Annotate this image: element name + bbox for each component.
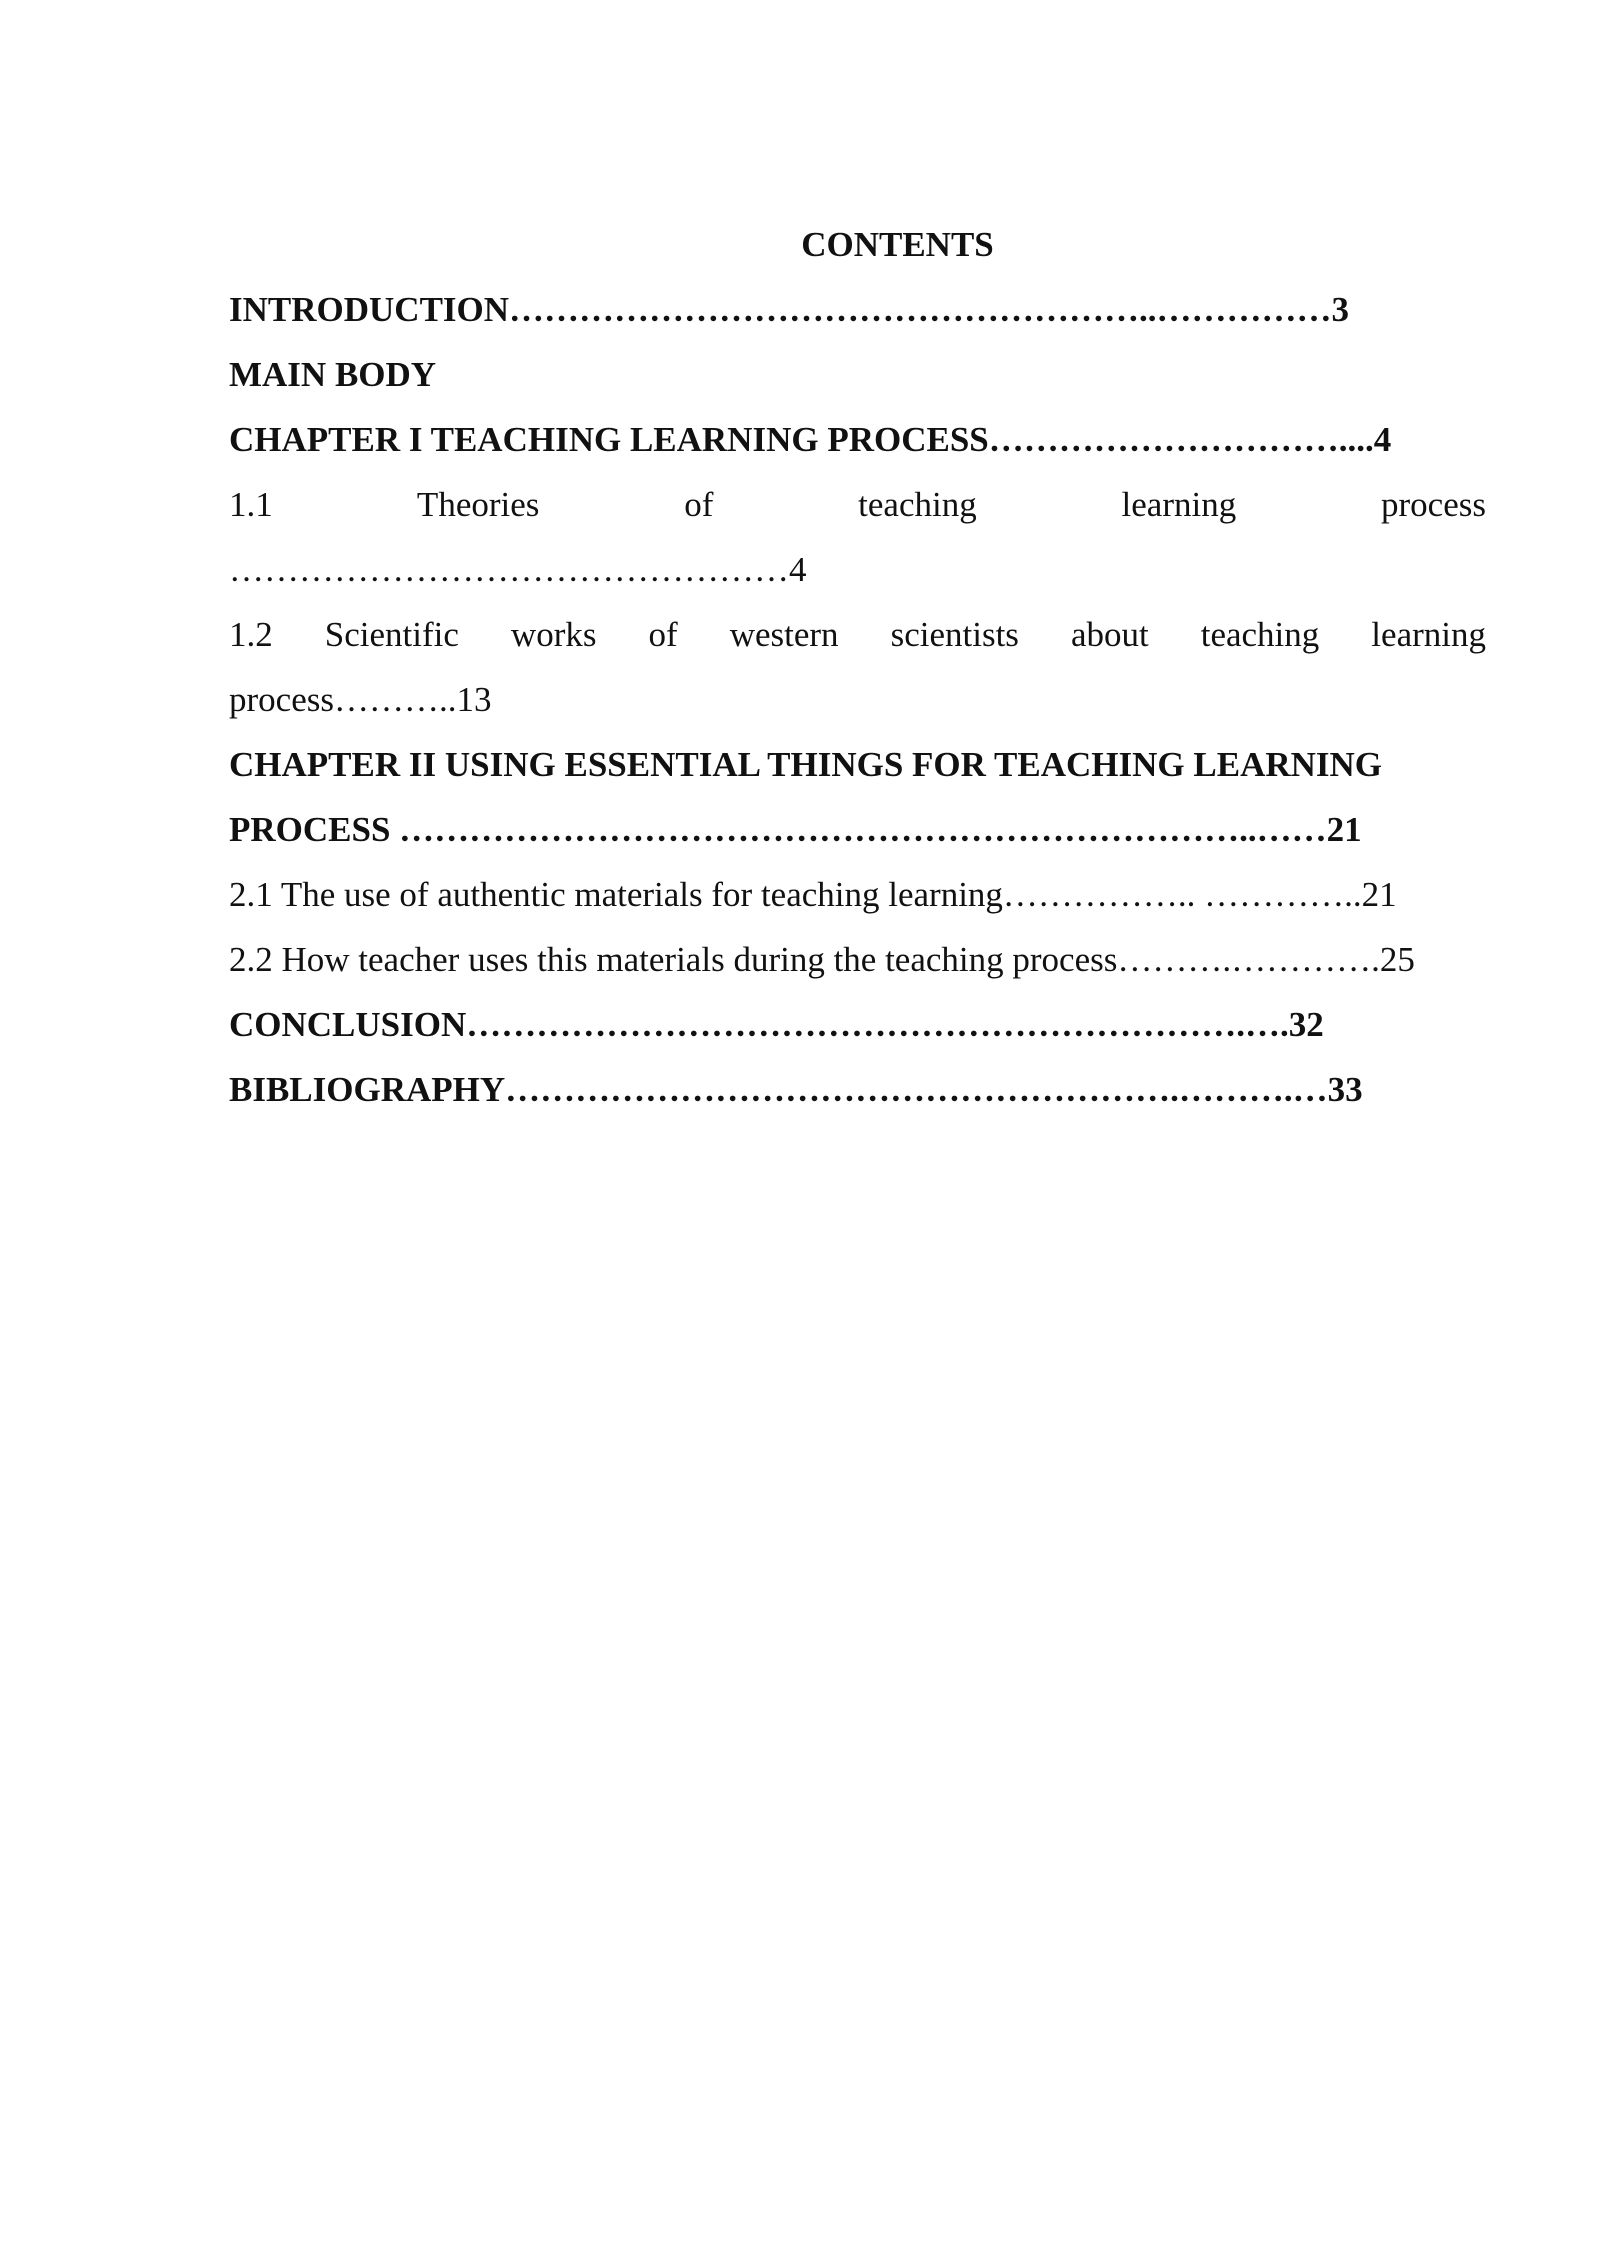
toc-entry-chapter-1: CHAPTER I TEACHING LEARNING PROCESS…………………………....4 [229,420,1392,459]
toc-entry-chapter-2-page: PROCESS ………………………………………………………………..……21 [229,810,1362,849]
contents-title: CONTENTS [801,225,994,264]
toc-entry-section-1-1: 1.1 Theories of teaching learning process [229,485,1486,524]
toc-entry-bibliography: BIBLIOGRAPHY………………………………………………….……….…33 [229,1070,1363,1109]
toc-entry-section-1-2: 1.2 Scientific works of western scientists about teaching learning [229,615,1486,654]
toc-entry-section-1-2-page: process………..13 [229,680,492,719]
toc-entry-section-1-1-page: …………………………………………4 [229,550,807,589]
toc-heading-main-body: MAIN BODY [229,355,437,394]
toc-entry-chapter-2: CHAPTER II USING ESSENTIAL THINGS FOR TEACHING LEARNING [229,745,1383,784]
toc-entry-section-2-1: 2.1 The use of authentic materials for teaching learning…………….. …………..21 [229,875,1397,914]
toc-entry-section-2-2: 2.2 How teacher uses this materials during the teaching process……….………….25 [229,940,1415,979]
toc-entry-introduction: INTRODUCTION………………………………………………..……………3 [229,290,1350,329]
toc-entry-conclusion: CONCLUSION………………………………………………………….….32 [229,1005,1324,1044]
table-of-contents [229,212,1486,1122]
